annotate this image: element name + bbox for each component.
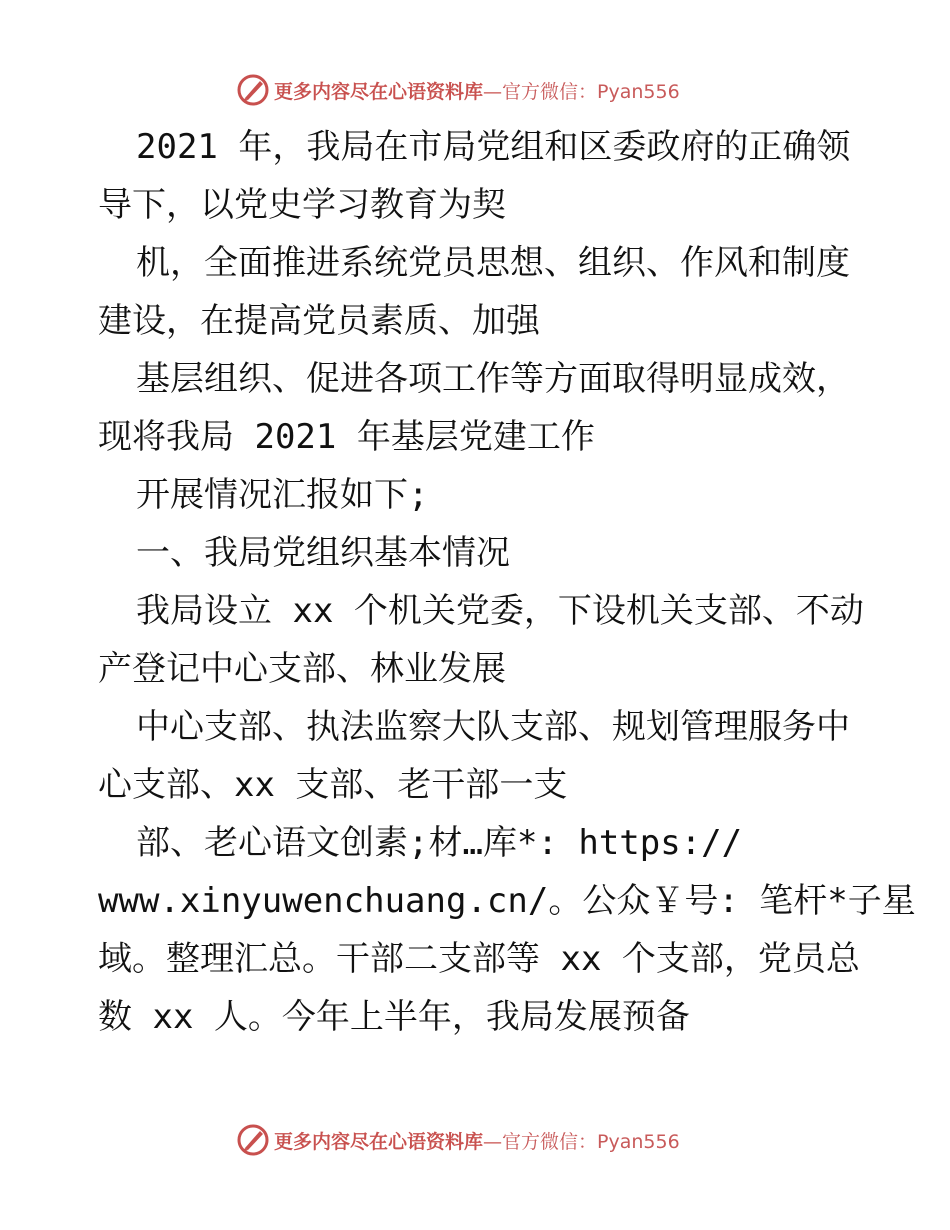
watermark-wechat: 官方微信：Pyan556 [502, 80, 680, 103]
text-line: 产登记中心支部、林业发展 [98, 649, 506, 689]
watermark-main: 更多内容尽在心语资料库 [274, 80, 484, 103]
text-line: 建设，在提高党员素质、加强 [98, 301, 540, 341]
text-line: 基层组织、促进各项工作等方面取得明显成效， [136, 359, 850, 399]
text-line: 现将我局 2021 年基层党建工作 [98, 417, 595, 457]
text-line: 域。整理汇总。干部二支部等 xx 个支部，党员总 [98, 939, 860, 979]
text-line: 数 xx 人。今年上半年，我局发展预备 [98, 997, 690, 1037]
quill-logo-icon [236, 73, 270, 107]
watermark-main: 更多内容尽在心语资料库 [274, 1130, 484, 1153]
watermark-dash: — [483, 80, 503, 103]
text-line: 心支部、xx 支部、老干部一支 [98, 765, 568, 805]
text-line: 部、老心语文创素;材…库*: https:// [136, 823, 743, 863]
document-body [98, 118, 916, 1046]
watermark-text [274, 77, 680, 104]
text-line: 开展情况汇报如下; [136, 475, 429, 515]
footer-watermark [236, 1122, 680, 1158]
text-line: 2021 年，我局在市局党组和区委政府的正确领 [136, 127, 851, 167]
text-line: 一、我局党组织基本情况 [136, 533, 510, 573]
watermark-dash: — [483, 1130, 503, 1153]
watermark-text [274, 1127, 680, 1154]
watermark-wechat: 官方微信：Pyan556 [502, 1130, 680, 1153]
text-line: 导下，以党史学习教育为契 [98, 185, 506, 225]
text-line: 中心支部、执法监察大队支部、规划管理服务中 [136, 707, 850, 747]
text-line: 我局设立 xx 个机关党委，下设机关支部、不动 [136, 591, 864, 631]
text-line: www.xinyuwenchuang.cn/。公众￥号: 笔杆*子星 [98, 881, 916, 921]
text-line: 机，全面推进系统党员思想、组织、作风和制度 [136, 243, 850, 283]
quill-logo-icon [236, 1123, 270, 1157]
header-watermark [236, 72, 680, 108]
